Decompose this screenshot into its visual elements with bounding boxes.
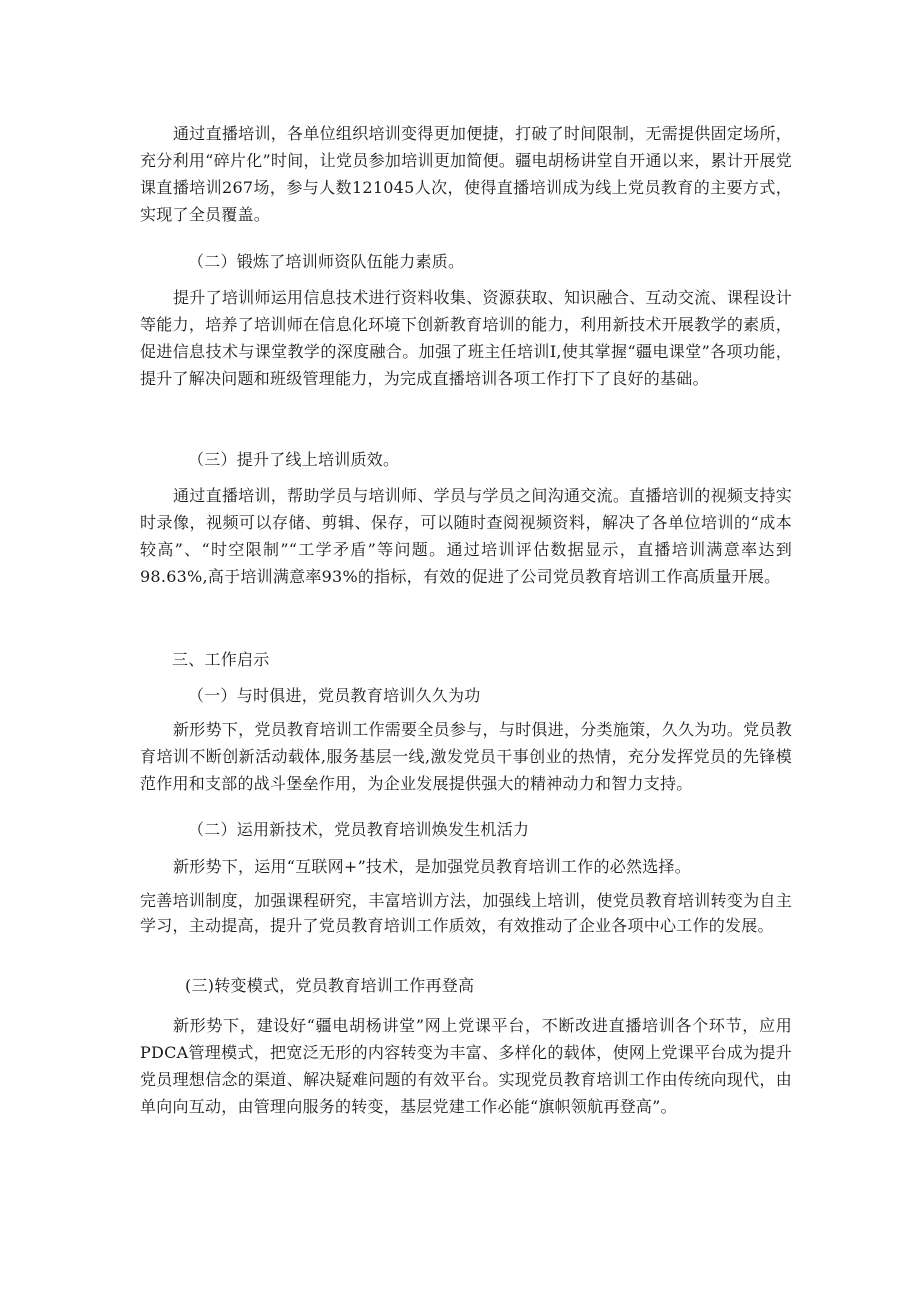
heading-change-mode: (三)转变模式，党员教育培训工作再登高 [185, 976, 475, 995]
heading-online-quality: （三）提升了线上培训质效。 [188, 450, 400, 469]
paragraph-live-training-convenience: 通过直播培训，各单位组织培训变得更加便捷，打破了时间限制，无需提供固定场所，充分利用“碎片化”时间，让党员参加培训更加简便。疆电胡杨讲堂自开通以来，累计开展党课直播培训267场，参与人数121045人次，使得直播培训成为线上党员教育的主要方式，实现了全员覆盖。 [140, 124, 792, 224]
paragraph-training-system: 完善培训制度，加强课程研究，丰富培训方法，加强线上培训，使党员教育培训转变为自主学习，主动提高，提升了党员教育培训工作质效，有效推动了企业各项中心工作的发展。 [140, 891, 792, 935]
heading-new-technology: （二）运用新技术，党员教育培训焕发生机活力 [188, 820, 530, 839]
heading-work-insights: 三、工作启示 [172, 650, 270, 669]
heading-keep-pace: （一）与时俱进，党员教育培训久久为功 [188, 686, 481, 705]
paragraph-trainer-capability: 提升了培训师运用信息技术进行资料收集、资源获取、知识融合、互动交流、课程设计等能力，培养了培训师在信息化环境下创新教育培训的能力，利用新技术开展教学的素质，促进信息技术与课堂教学的深度融合。加强了班主任培训I,使其掌握“疆电课堂”各项功能，提升了解决问题和班级管理能力，为完成直播培训各项工作打下了良好的基础。 [140, 288, 792, 388]
paragraph-internet-plus: 新形势下，运用“互联网+”技术，是加强党员教育培训工作的必然选择。 [173, 857, 692, 876]
paragraph-online-quality: 通过直播培训，帮助学员与培训师、学员与学员之间沟通交流。直播培训的视频支持实时录像，视频可以存储、剪辑、保存，可以随时查阅视频资料，解决了各单位培训的“成本较高”、“时空限制”“工学矛盾”等问题。通过培训评估数据显示，直播培训满意率达到98.63%,高于培训满意率93%的指标，有效的促进了公司党员教育培训工作高质量开展。 [140, 486, 792, 586]
paragraph-keep-pace: 新形势下，党员教育培训工作需要全员参与，与时俱进，分类施策，久久为功。党员教育培训不断创新活动载体,服务基层一线,激发党员干事创业的热情，充分发挥党员的先锋模范作用和支部的战斗堡垒作用，为企业发展提供强大的精神动力和智力支持。 [140, 720, 792, 793]
heading-trainer-capability: （二）锻炼了培训师资队伍能力素质。 [188, 252, 465, 271]
paragraph-change-mode: 新形势下，建设好“疆电胡杨讲堂”网上党课平台，不断改进直播培训各个环节，应用PDCA管理模式，把宽泛无形的内容转变为丰富、多样化的载体，使网上党课平台成为提升党员理想信念的渠道、解决疑难问题的有效平台。实现党员教育培训工作由传统向现代，由单向向互动，由管理向服务的转变，基层党建工作必能“旗帜领航再登高”。 [140, 1016, 792, 1116]
